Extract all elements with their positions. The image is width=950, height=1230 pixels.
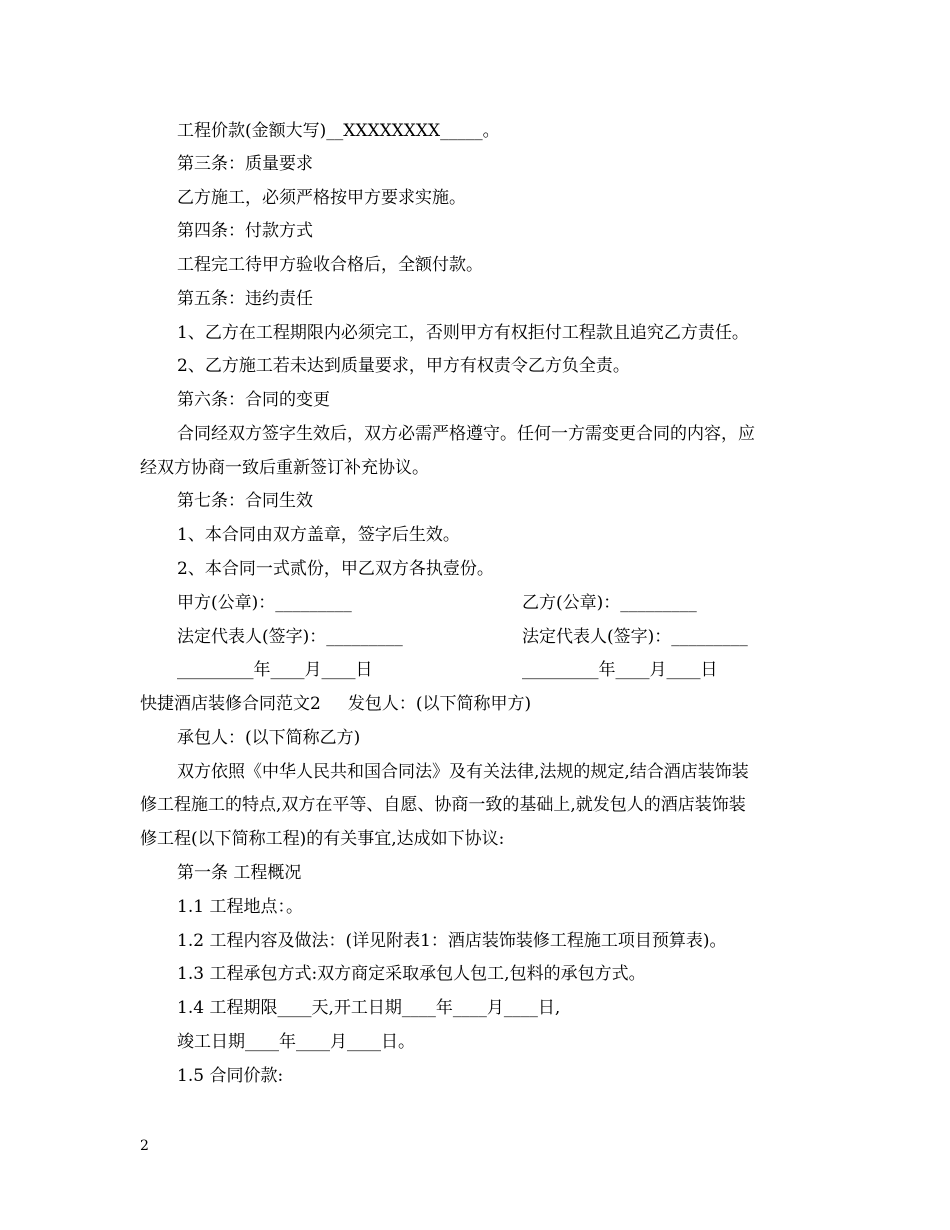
article-7-item-2: 2、本合同一式贰份，甲乙双方各执壹份。: [177, 559, 494, 579]
article-3-text: 乙方施工，必须严格按甲方要求实施。: [177, 188, 466, 208]
article-1-heading: 第一条 工程概况: [177, 863, 302, 883]
article-6-text-cont: 经双方协商一致后重新签订补充协议。: [140, 458, 429, 478]
article-4-text: 工程完工待甲方验收合格后，全额付款。: [177, 255, 483, 275]
preamble-line-3: 修工程(以下简称工程)的有关事宜,达成如下协议:: [140, 829, 505, 849]
preamble-line-1: 双方依照《中华人民共和国合同法》及有关法律,法规的规定,结合酒店装饰装: [177, 762, 749, 782]
article-7-item-1: 1、本合同由双方盖章，签字后生效。: [177, 525, 460, 545]
contractor-line: 承包人：(以下简称乙方): [177, 728, 361, 748]
party-a-seal: 甲方(公章)：_________: [177, 593, 352, 613]
article-6-text: 合同经双方签字生效后，双方必需严格遵守。任何一方需变更合同的内容，应: [177, 424, 755, 444]
party-a-representative: 法定代表人(签字)：_________: [177, 627, 403, 647]
clause-1-5: 1.5 合同价款:: [177, 1066, 284, 1086]
clause-1-3: 1.3 工程承包方式:双方商定采取承包人包工,包料的承包方式。: [177, 964, 646, 984]
party-b-date: _________年____月____日: [522, 660, 718, 680]
page-number: 2: [140, 1138, 149, 1154]
article-5-item-1: 1、乙方在工程期限内必须完工，否则甲方有权拒付工程款且追究乙方责任。: [177, 323, 749, 343]
preamble-line-2: 修工程施工的特点,双方在平等、自愿、协商一致的基础上,就发包人的酒店装饰装: [140, 795, 746, 815]
clause-1-2: 1.2 工程内容及做法：(详见附表1：酒店装饰装修工程施工项目预算表)。: [177, 931, 727, 951]
party-a-date: _________年____月____日: [177, 660, 373, 680]
party-b-seal: 乙方(公章)：_________: [522, 593, 697, 613]
party-b-representative: 法定代表人(签字)：_________: [522, 627, 748, 647]
clause-1-4-cont: 竣工日期____年____月____日。: [177, 1032, 415, 1052]
clause-1-4: 1.4 工程期限____天,开工日期____年____月____日,: [177, 998, 561, 1018]
article-5-heading: 第五条：违约责任: [177, 289, 313, 309]
second-contract-title: 快捷酒店装修合同范文2 发包人：(以下简称甲方): [140, 694, 532, 714]
contract-price-line: 工程价款(金额大写)__XXXXXXXX_____。: [177, 121, 500, 141]
article-5-item-2: 2、乙方施工若未达到质量要求，甲方有权责令乙方负全责。: [177, 356, 630, 376]
article-3-heading: 第三条：质量要求: [177, 154, 313, 174]
article-7-heading: 第七条：合同生效: [177, 491, 313, 511]
article-6-heading: 第六条：合同的变更: [177, 390, 330, 410]
article-4-heading: 第四条：付款方式: [177, 221, 313, 241]
clause-1-1: 1.1 工程地点：。: [177, 897, 303, 917]
